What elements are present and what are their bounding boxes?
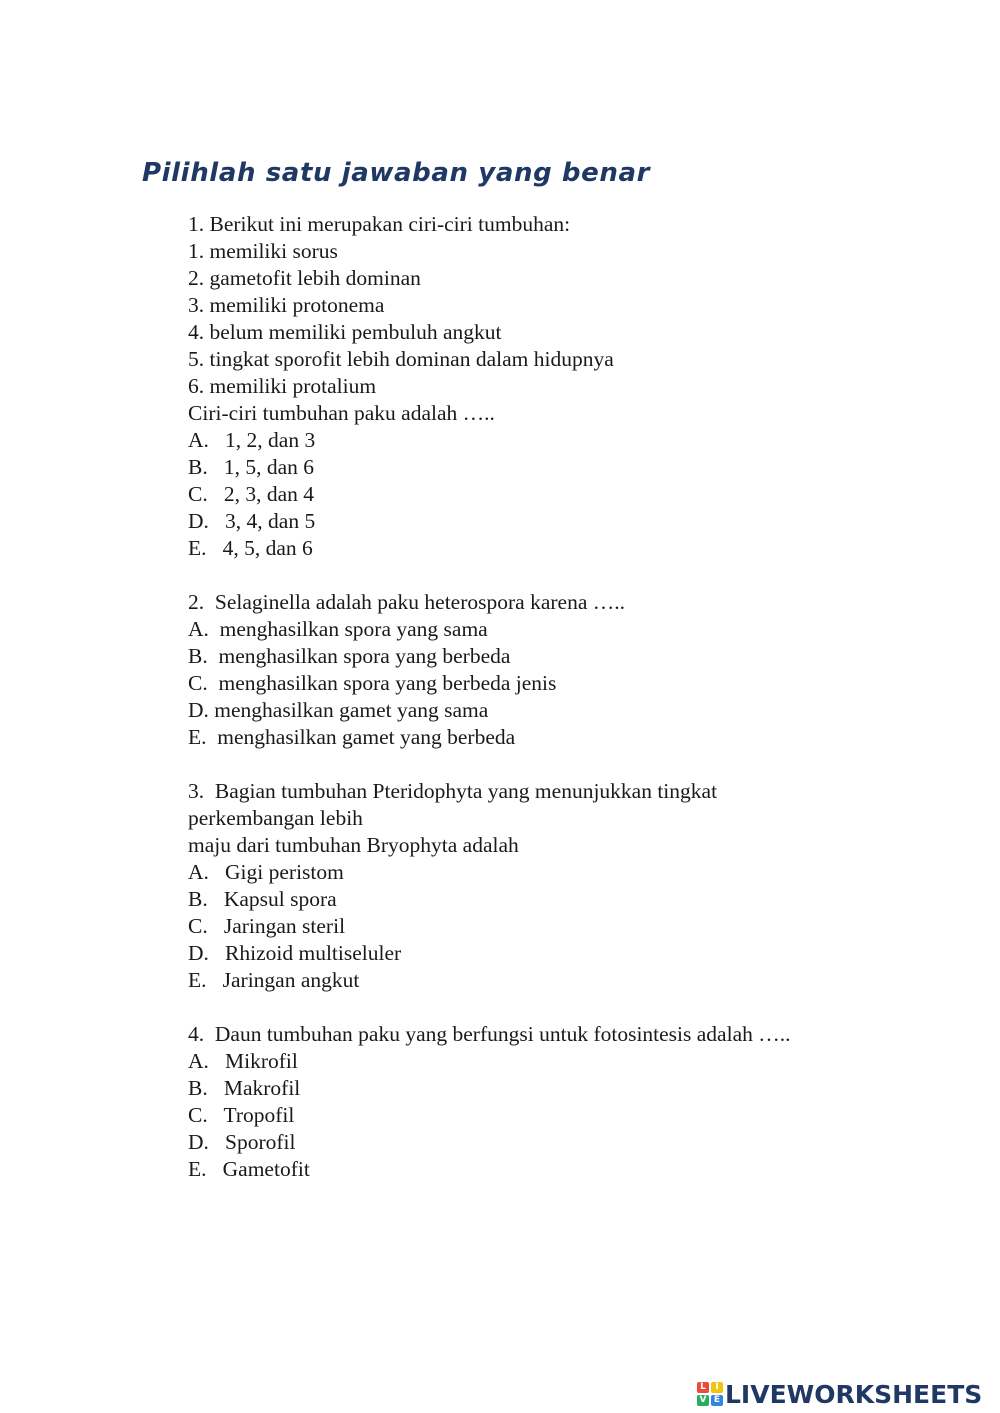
liveworksheets-logo — [697, 1379, 982, 1409]
spacer — [188, 562, 908, 589]
question-2 — [188, 589, 908, 751]
question-3 — [188, 778, 908, 994]
question-4-option-e[interactable]: E. Gametofit — [188, 1157, 310, 1181]
question-4 — [188, 1021, 908, 1183]
liveworksheets-logo-text: LIVEWORKSHEETS — [725, 1379, 983, 1409]
logo-tile-icon: E — [711, 1395, 723, 1406]
question-3-stem-line: perkembangan lebih — [188, 806, 363, 830]
question-1-stem-line: 3. memiliki protonema — [188, 293, 385, 317]
logo-tile-icon: V — [697, 1395, 709, 1406]
question-4-option-c[interactable]: C. Tropofil — [188, 1103, 295, 1127]
question-1-stem-line: 2. gametofit lebih dominan — [188, 266, 421, 290]
question-2-option-d[interactable]: D. menghasilkan gamet yang sama — [188, 698, 489, 722]
question-3-option-d[interactable]: D. Rhizoid multiseluler — [188, 941, 402, 965]
question-2-option-a[interactable]: A. menghasilkan spora yang sama — [188, 617, 488, 641]
question-3-option-b[interactable]: B. Kapsul spora — [188, 887, 337, 911]
liveworksheets-logo-icon — [697, 1382, 723, 1406]
question-3-stem-line: maju dari tumbuhan Bryophyta adalah — [188, 833, 519, 857]
question-1-stem-line: 1. Berikut ini merupakan ciri-ciri tumbuhan: — [188, 212, 571, 236]
worksheet-title: Pilihlah satu jawaban yang benar — [142, 158, 651, 188]
spacer — [188, 994, 908, 1021]
question-2-stem-line: 2. Selaginella adalah paku heterospora karena ….. — [188, 590, 625, 614]
question-2-option-b[interactable]: B. menghasilkan spora yang berbeda — [188, 644, 511, 668]
question-3-option-c[interactable]: C. Jaringan steril — [188, 914, 346, 938]
question-list — [188, 211, 908, 1183]
logo-tile-icon: I — [711, 1382, 723, 1393]
question-1-stem-line: 4. belum memiliki pembuluh angkut — [188, 320, 502, 344]
question-1-stem-line: 1. memiliki sorus — [188, 239, 338, 263]
question-3-option-e[interactable]: E. Jaringan angkut — [188, 968, 360, 992]
question-4-stem-line: 4. Daun tumbuhan paku yang berfungsi untuk fotosintesis adalah ….. — [188, 1022, 791, 1046]
question-1-option-e[interactable]: E. 4, 5, dan 6 — [188, 536, 313, 560]
question-1-option-d[interactable]: D. 3, 4, dan 5 — [188, 509, 316, 533]
question-4-option-a[interactable]: A. Mikrofil — [188, 1049, 298, 1073]
question-1-option-c[interactable]: C. 2, 3, dan 4 — [188, 482, 315, 506]
logo-tile-icon: L — [697, 1382, 709, 1393]
question-1-stem-line: 6. memiliki protalium — [188, 374, 377, 398]
question-1-stem-line: 5. tingkat sporofit lebih dominan dalam hidupnya — [188, 347, 614, 371]
question-2-option-e[interactable]: E. menghasilkan gamet yang berbeda — [188, 725, 516, 749]
question-3-option-a[interactable]: A. Gigi peristom — [188, 860, 344, 884]
question-1 — [188, 211, 908, 562]
question-2-option-c[interactable]: C. menghasilkan spora yang berbeda jenis — [188, 671, 557, 695]
spacer — [188, 751, 908, 778]
question-1-option-a[interactable]: A. 1, 2, dan 3 — [188, 428, 316, 452]
question-1-stem-line: Ciri-ciri tumbuhan paku adalah ….. — [188, 401, 495, 425]
question-4-option-d[interactable]: D. Sporofil — [188, 1130, 296, 1154]
question-1-option-b[interactable]: B. 1, 5, dan 6 — [188, 455, 315, 479]
question-3-stem-line: 3. Bagian tumbuhan Pteridophyta yang menunjukkan tingkat — [188, 779, 718, 803]
question-4-option-b[interactable]: B. Makrofil — [188, 1076, 301, 1100]
